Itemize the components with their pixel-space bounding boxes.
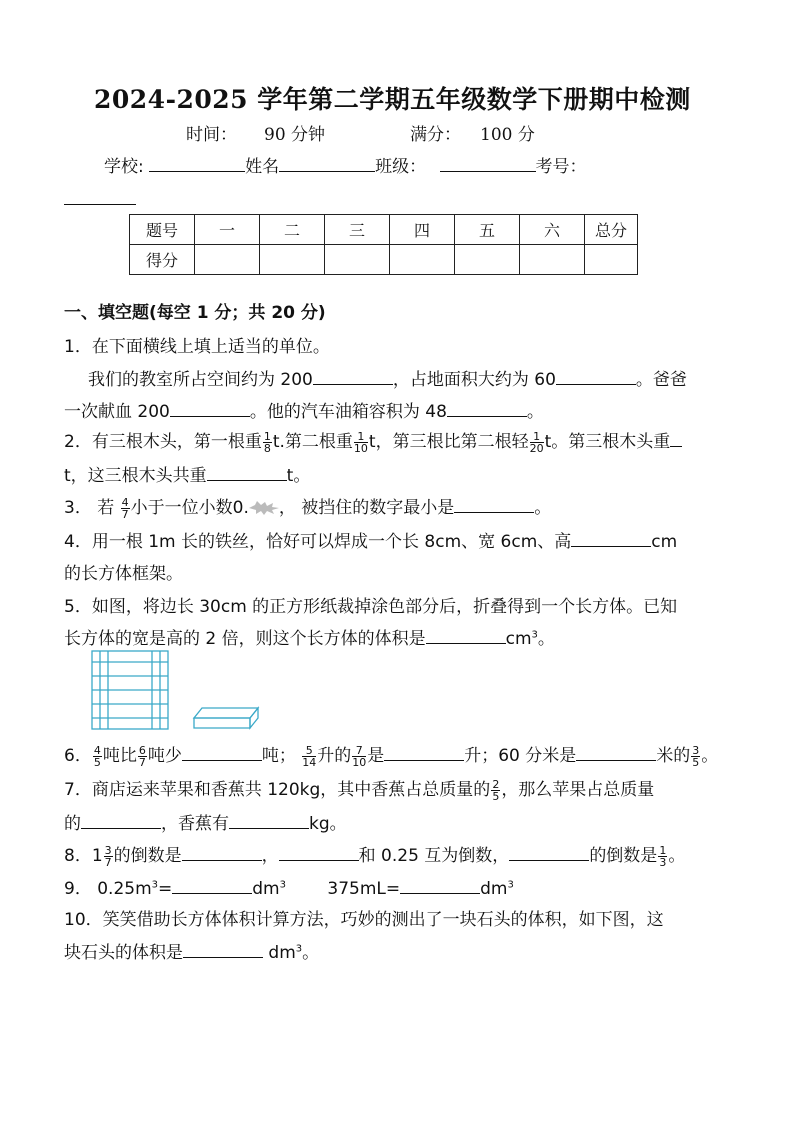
text: 6． <box>64 746 92 766</box>
answer-blank[interactable] <box>447 400 527 417</box>
score-cell[interactable] <box>195 245 260 275</box>
fraction: $\frac{6}{7}$ <box>138 743 146 769</box>
table-cell: 三 <box>325 215 390 245</box>
text: dm <box>263 943 296 963</box>
answer-blank[interactable] <box>509 844 589 861</box>
fraction: $\frac{3}{7}$ <box>104 843 112 869</box>
school-label: 学校: <box>104 157 144 177</box>
answer-blank[interactable] <box>182 844 262 861</box>
question-5: 5．如图，将边长 30cm 的正方形纸裁掉涂色部分后，折叠得到一个长方体。已知 <box>64 597 678 617</box>
time-value: 90 分钟 <box>264 125 326 145</box>
student-info-row <box>104 152 587 177</box>
school-field[interactable] <box>149 153 245 172</box>
text: dm <box>480 879 508 899</box>
fraction: $\frac{1}{20}$ <box>529 429 544 455</box>
text: 3． 若 <box>64 498 115 518</box>
text: 2．有三根木头，第一根重 <box>64 432 262 452</box>
superscript: 3 <box>507 879 514 891</box>
text: 7．商店运来苹果和香蕉共 120kg，其中香蕉占总质量的 <box>64 780 491 800</box>
table-cell: 总分 <box>585 215 638 245</box>
score-cell[interactable] <box>325 245 390 275</box>
table-cell: 题号 <box>130 215 195 245</box>
superscript: 3 <box>295 943 303 955</box>
question-8 <box>64 841 685 868</box>
text: 是 <box>367 746 385 766</box>
text: t。第三根木头重 <box>544 432 671 452</box>
fraction: $\frac{4}{7}$ <box>121 495 129 521</box>
question-7-line-2 <box>64 809 347 834</box>
fraction: $\frac{2}{5}$ <box>492 777 500 803</box>
text: 我们的教室所占空间约为 200 <box>88 370 313 390</box>
question-10-line-2: 块石头的体积是 $dm^3$。 <box>64 943 320 963</box>
fraction: $\frac{4}{5}$ <box>93 743 101 769</box>
table-cell: 得分 <box>130 245 195 275</box>
score-cell[interactable] <box>260 245 325 275</box>
question-9 <box>64 874 514 899</box>
text: ，那么苹果占总质量 <box>501 780 655 800</box>
cuboid-icon <box>194 708 258 728</box>
answer-blank[interactable] <box>313 368 393 385</box>
text: 吨； <box>261 746 296 766</box>
table-row <box>130 245 638 275</box>
answer-blank[interactable] <box>576 744 656 761</box>
answer-blank[interactable] <box>279 844 359 861</box>
table-cell: 六 <box>520 215 585 245</box>
text: t，第三根比第二根轻 <box>368 432 529 452</box>
blot-icon <box>249 501 279 515</box>
text: t.第二根重 <box>272 432 353 452</box>
text: 块石头的体积是 <box>64 943 183 963</box>
text: 升的 <box>317 746 352 766</box>
name-label: 姓名 <box>245 157 280 177</box>
score-label: 满分： <box>410 125 461 145</box>
text: 。爸爸 <box>635 370 687 390</box>
question-4-line-2: 的长方体框架。 <box>64 564 183 584</box>
question-6 <box>64 741 718 768</box>
fraction: $\frac{5}{14}$ <box>302 743 317 769</box>
answer-blank[interactable] <box>384 744 464 761</box>
answer-blank[interactable] <box>400 877 480 894</box>
table-cell: 四 <box>390 215 455 245</box>
text: cm <box>651 532 678 552</box>
text: 。他的汽车油箱容积为 48 <box>249 402 447 422</box>
score-cell[interactable] <box>585 245 638 275</box>
text: ，占地面积大约为 60 <box>392 370 556 390</box>
question-4 <box>64 527 677 552</box>
text: 吨少 <box>147 746 182 766</box>
answer-blank[interactable] <box>426 627 506 644</box>
question-10: 10．笑笑借助长方体体积计算方法，巧妙的测出了一块石头的体积，如下图，这 <box>64 910 664 930</box>
score-cell[interactable] <box>390 245 455 275</box>
text: 。 <box>701 746 719 766</box>
text: ， <box>261 846 279 866</box>
question-5-line-2: 长方体的宽是高的 2 倍，则这个长方体的体积是 $cm^3$。 <box>64 629 555 649</box>
superscript: 3 <box>279 879 286 891</box>
score-value: 100 分 <box>480 125 535 145</box>
text: 4．用一根 1m 长的铁丝，恰好可以焊成一个长 8cm、宽 6cm、高 <box>64 532 572 552</box>
fraction: $\frac{3}{5}$ <box>692 743 700 769</box>
text: 吨比 <box>102 746 137 766</box>
question-1-line-2 <box>88 365 687 390</box>
score-cell[interactable] <box>455 245 520 275</box>
score-table <box>129 214 638 275</box>
name-field[interactable] <box>279 153 375 172</box>
answer-blank[interactable] <box>182 744 262 761</box>
question-1: 1．在下面横线上填上适当的单位。 <box>64 337 330 357</box>
exam-no-label: 考号： <box>535 157 587 177</box>
text: kg。 <box>309 814 347 834</box>
superscript: 3 <box>531 629 538 641</box>
class-label: 班级： <box>375 157 427 177</box>
question-1-line-3 <box>64 397 544 422</box>
fraction: $\frac{1}{8}$ <box>263 429 271 455</box>
text: ， 被挡住的数字最小是 <box>278 498 455 518</box>
answer-blank[interactable] <box>229 812 309 829</box>
text: 的倒数是 <box>589 846 658 866</box>
question-7 <box>64 775 654 802</box>
question-3 <box>64 493 551 520</box>
text: 小于一位小数0. <box>130 498 249 518</box>
answer-blank[interactable] <box>454 496 534 513</box>
section-heading: 一、填空题(每空 1 分；共 20 分) <box>64 303 326 323</box>
text: 一次献血 200 <box>64 402 170 422</box>
text: t。 <box>286 466 311 486</box>
table-cell: 二 <box>260 215 325 245</box>
text: dm <box>252 879 280 899</box>
answer-blank[interactable] <box>556 368 636 385</box>
question-2-line-2 <box>64 461 310 486</box>
text: 米的 <box>656 746 691 766</box>
table-row <box>130 215 638 245</box>
text: 8．1 <box>64 846 103 866</box>
exam-no-field[interactable] <box>64 184 136 205</box>
text: 长方体的宽是高的 2 倍，则这个长方体的体积是 <box>64 629 426 649</box>
superscript: 3 <box>151 879 159 891</box>
text: 9． 0.25m <box>64 879 152 899</box>
text: 升；60 分米是 <box>464 746 577 766</box>
answer-blank[interactable] <box>571 530 651 547</box>
question-2 <box>64 427 682 454</box>
answer-blank[interactable] <box>207 464 287 481</box>
answer-blank[interactable] <box>170 400 250 417</box>
fraction: $\frac{1}{10}$ <box>353 429 368 455</box>
table-cell: 一 <box>195 215 260 245</box>
text: 的 <box>64 814 81 834</box>
paper-net-figure <box>90 650 270 732</box>
table-cell: 五 <box>455 215 520 245</box>
fraction: $\frac{1}{3}$ <box>659 843 667 869</box>
text: 375mL= <box>327 879 401 899</box>
text: 的倒数是 <box>113 846 182 866</box>
text: ，香蕉有 <box>161 814 229 834</box>
text: 。 <box>668 846 686 866</box>
score-cell[interactable] <box>520 245 585 275</box>
text: 。 <box>526 402 544 422</box>
text: t，这三根木头共重 <box>64 466 207 486</box>
class-field[interactable] <box>440 153 536 172</box>
answer-blank[interactable] <box>183 941 263 958</box>
time-label: 时间： <box>186 125 237 145</box>
page-title: 2024-2025 学年第二学期五年级数学下册期中检测 <box>94 85 691 114</box>
text: 。 <box>534 498 552 518</box>
answer-blank[interactable] <box>81 812 161 829</box>
answer-blank[interactable] <box>670 430 682 447</box>
fraction: $\frac{7}{10}$ <box>352 743 367 769</box>
text: = <box>158 879 173 899</box>
text: 和 0.25 互为倒数， <box>358 846 510 866</box>
answer-blank[interactable] <box>172 877 252 894</box>
text: cm <box>505 629 532 649</box>
